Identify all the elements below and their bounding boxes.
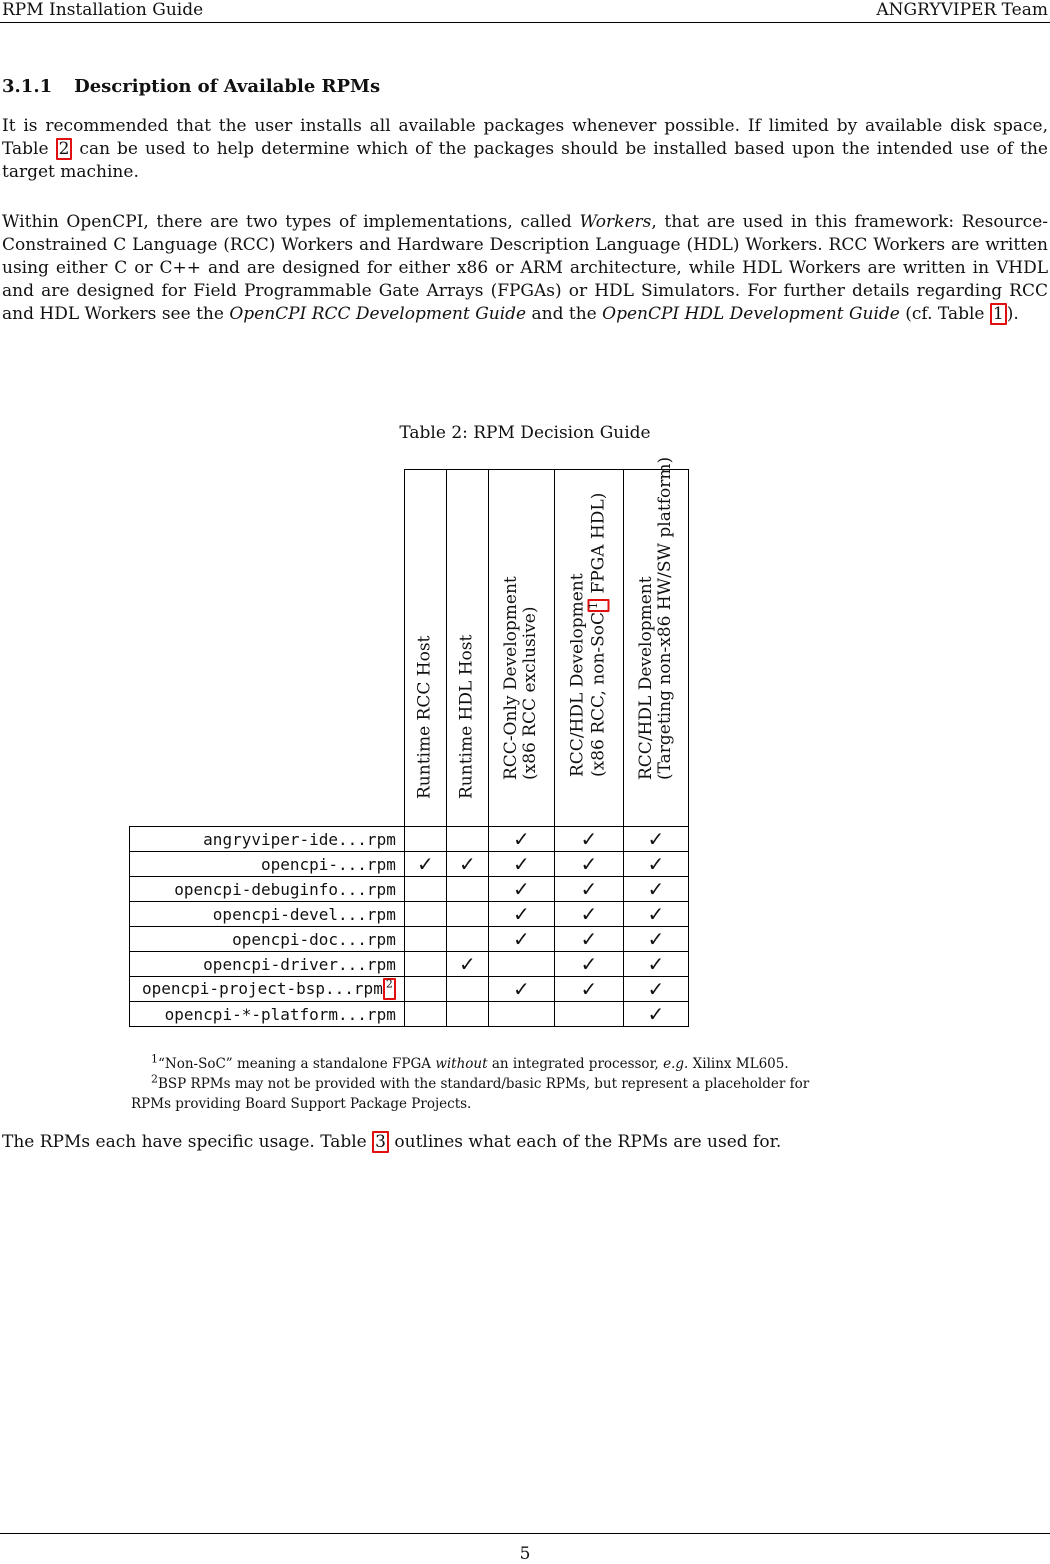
checkmark-icon: ✓ (580, 977, 598, 1001)
header-doc-title: RPM Installation Guide (2, 0, 204, 20)
check-cell (404, 877, 446, 902)
para3-text-a: The RPMs each have specific usage. (2, 1132, 321, 1152)
table-1-link[interactable]: 1 (990, 303, 1007, 325)
check-cell (404, 977, 446, 1002)
column-header-runtime-hdl (446, 470, 488, 827)
para1-ref-word: Table (2, 139, 49, 159)
para2-text-a: Within OpenCPI, there are two types of implementations, called (2, 212, 580, 232)
table-body (130, 827, 689, 1027)
check-cell (623, 927, 688, 952)
table-header-row (130, 470, 689, 827)
footnote-1-text-c: Xilinx ML605. (688, 1056, 789, 1072)
column-header-runtime-rcc (404, 470, 446, 827)
rpm-name-cell (130, 927, 405, 952)
checkmark-icon: ✓ (416, 852, 434, 876)
check-cell (446, 877, 488, 902)
footnote-1-emph: without (435, 1056, 488, 1072)
column-header-rcc-hdl-targeting (623, 456, 688, 827)
check-cell (554, 1002, 623, 1027)
paragraph-workers (2, 211, 1048, 326)
check-cell (404, 852, 446, 877)
checkmark-icon: ✓ (647, 927, 665, 951)
check-cell (488, 827, 554, 852)
check-cell (488, 952, 554, 977)
checkmark-icon: ✓ (647, 1002, 665, 1026)
checkmark-icon: ✓ (580, 827, 598, 851)
para1-text-a: It is recommended that the user installs all available packages whenever possible. If limited by available disk space, (2, 116, 1048, 136)
check-cell (404, 927, 446, 952)
header-corner (130, 470, 405, 827)
rpm-name-cell (130, 1002, 405, 1027)
table-row (130, 1002, 689, 1027)
check-cell (623, 827, 688, 852)
rpm-name: opencpi-doc...rpm (232, 929, 396, 949)
check-cell (623, 852, 688, 877)
column-header-label: Runtime RCC Host (414, 635, 435, 799)
footnote-1-marker: 1 (151, 1052, 158, 1066)
rpm-decision-table (129, 456, 689, 1027)
rcc-guide-title: OpenCPI RCC Development Guide (229, 304, 527, 324)
header-team: ANGRYVIPER Team (876, 0, 1048, 20)
check-cell (554, 827, 623, 852)
check-cell (554, 852, 623, 877)
footnote-2-text-a: BSP RPMs may not be provided with the standard/basic RPMs, but represent a placeholder for (158, 1076, 810, 1092)
check-cell (446, 902, 488, 927)
check-cell (404, 827, 446, 852)
rpm-name: opencpi-driver...rpm (203, 954, 396, 974)
table-row (130, 927, 689, 952)
check-cell (623, 952, 688, 977)
table-row (130, 852, 689, 877)
column-header-rcc-hdl-dev (554, 470, 623, 827)
footnote-2 (131, 1074, 921, 1094)
check-cell (488, 877, 554, 902)
paragraph-intro (2, 115, 1048, 184)
footnote-marker: 2 (385, 977, 393, 991)
check-cell (554, 877, 623, 902)
footer-rule (0, 1533, 1050, 1534)
check-cell (554, 902, 623, 927)
checkmark-icon: ✓ (647, 877, 665, 901)
check-cell (554, 977, 623, 1002)
checkmark-icon: ✓ (512, 827, 530, 851)
rpm-name: opencpi-...rpm (260, 854, 396, 874)
checkmark-icon: ✓ (580, 927, 598, 951)
rpm-name: angryviper-ide...rpm (203, 829, 396, 849)
footnote-2-marker: 2 (151, 1072, 158, 1086)
footnote-2-link[interactable] (383, 978, 396, 1000)
checkmark-icon: ✓ (458, 852, 476, 876)
column-header-sublabel: (x86 RCC exclusive) (520, 606, 541, 780)
paragraph-usage (2, 1131, 1048, 1154)
column-header-label: RCC-Only Development (501, 576, 522, 780)
column-header-label: RCC/HDL Development (635, 576, 656, 780)
check-cell (446, 927, 488, 952)
check-cell (623, 1002, 688, 1027)
footnote-1-eg: e.g. (663, 1056, 689, 1072)
sublabel-part-b: FPGA HDL) (588, 492, 609, 599)
checkmark-icon: ✓ (580, 952, 598, 976)
table-row (130, 827, 689, 852)
rpm-name-cell (130, 952, 405, 977)
section-heading (2, 76, 380, 97)
checkmark-icon: ✓ (647, 977, 665, 1001)
table-3-link[interactable]: 3 (372, 1131, 389, 1153)
para3-text-b: outlines what each of the RPMs are used for. (388, 1132, 782, 1152)
checkmark-icon: ✓ (580, 852, 598, 876)
table-caption: Table 2: RPM Decision Guide (399, 423, 651, 443)
check-cell (446, 852, 488, 877)
checkmark-icon: ✓ (647, 952, 665, 976)
rpm-name-cell (130, 852, 405, 877)
checkmark-icon: ✓ (458, 952, 476, 976)
column-header-label: RCC/HDL Development (567, 573, 588, 777)
check-cell (488, 902, 554, 927)
rpm-name-cell (130, 827, 405, 852)
para1-text-b: can be used to help determine which of the packages should be installed based upon the intended use of the target machine. (2, 139, 1048, 182)
check-cell (554, 927, 623, 952)
column-header-rcc-only-dev (488, 470, 554, 827)
table-row (130, 952, 689, 977)
check-cell (404, 902, 446, 927)
rpm-name: opencpi-project-bsp...rpm (142, 979, 383, 998)
table-row (130, 977, 689, 1002)
check-cell (446, 977, 488, 1002)
checkmark-icon: ✓ (580, 902, 598, 926)
checkmark-icon: ✓ (647, 852, 665, 876)
para2-text-c: and the (526, 304, 603, 324)
workers-term: Workers (579, 212, 652, 232)
check-cell (446, 1002, 488, 1027)
check-cell (488, 927, 554, 952)
table-2-link[interactable]: 2 (56, 138, 73, 160)
footnote-1-text-b: an integrated processor, (487, 1056, 664, 1072)
table-row (130, 902, 689, 927)
rpm-name: opencpi-debuginfo...rpm (174, 879, 396, 899)
rpm-name: opencpi-devel...rpm (212, 904, 396, 924)
footnote-1-link[interactable] (587, 599, 609, 612)
rpm-name-cell (130, 877, 405, 902)
column-header-label: Runtime HDL Host (456, 634, 477, 799)
hdl-guide-title: OpenCPI HDL Development Guide (602, 304, 900, 324)
para2-text-d: (cf. Table (899, 304, 990, 324)
footnote-1 (131, 1054, 921, 1074)
column-header-sublabel (587, 493, 609, 777)
section-number: 3.1.1 (2, 76, 53, 97)
check-cell (404, 952, 446, 977)
footnote-marker: 1 (586, 601, 600, 609)
page-number: 5 (519, 1544, 531, 1564)
para2-text-e: ). (1006, 304, 1019, 324)
column-header-sublabel: (Targeting non-x86 HW/SW platform) (654, 456, 675, 780)
check-cell (404, 1002, 446, 1027)
para2-text-b: , that are used in this framework: Resource-Constrained C Language (RCC) Workers and Hardware Description Language (HDL) Workers. RCC Workers are written using either C or C++ and are designed for either x86 or ARM architecture, while HDL Workers are written in VHDL and are designed for Field Programmable Gate Arrays (FPGAs) or HDL Simulators. For further details regarding RCC and HDL Workers see the (2, 212, 1048, 324)
checkmark-icon: ✓ (512, 977, 530, 1001)
footnote-1-text-a: “Non-SoC” meaning a standalone FPGA (158, 1056, 436, 1072)
check-cell (446, 827, 488, 852)
check-cell (623, 902, 688, 927)
checkmark-icon: ✓ (512, 902, 530, 926)
section-title: Description of Available RPMs (74, 76, 381, 97)
footnotes (131, 1054, 921, 1114)
check-cell (554, 952, 623, 977)
footnote-2-continued: RPMs providing Board Support Package Projects. (131, 1096, 472, 1112)
check-cell (488, 852, 554, 877)
table-row (130, 877, 689, 902)
checkmark-icon: ✓ (647, 902, 665, 926)
checkmark-icon: ✓ (580, 877, 598, 901)
check-cell (623, 977, 688, 1002)
para3-ref-word: Table (320, 1132, 367, 1152)
check-cell (446, 952, 488, 977)
checkmark-icon: ✓ (512, 927, 530, 951)
checkmark-icon: ✓ (512, 852, 530, 876)
rpm-name: opencpi-*-platform...rpm (164, 1004, 396, 1024)
rpm-name-cell (130, 977, 405, 1002)
sublabel-part-a: (x86 RCC, non-SoC (588, 611, 609, 777)
checkmark-icon: ✓ (647, 827, 665, 851)
checkmark-icon: ✓ (512, 877, 530, 901)
check-cell (623, 877, 688, 902)
page-header (0, 0, 1050, 23)
rpm-name-cell (130, 902, 405, 927)
check-cell (488, 1002, 554, 1027)
check-cell (488, 977, 554, 1002)
